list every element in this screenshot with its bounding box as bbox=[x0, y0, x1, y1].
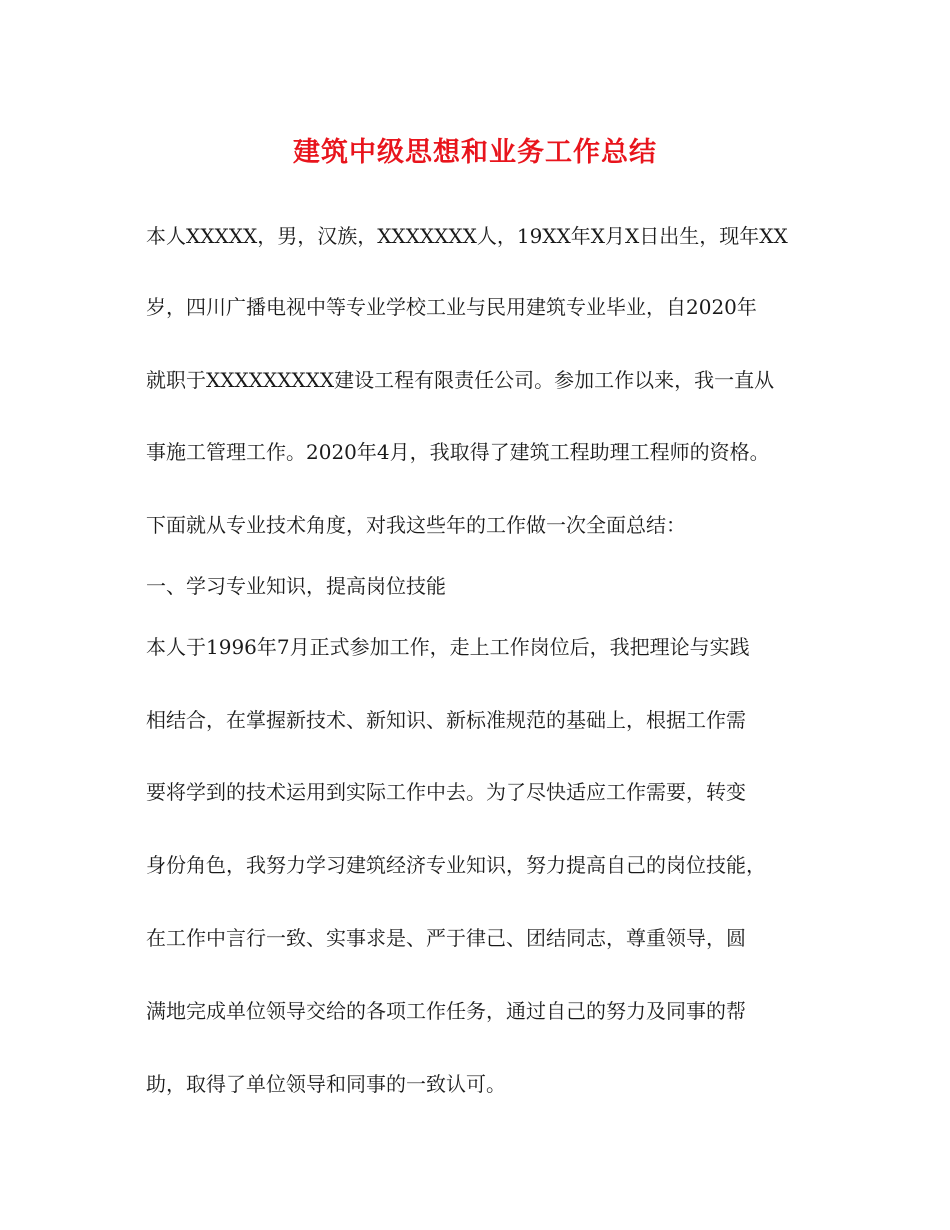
paragraph-line: 本人XXXXX，男，汉族，XXXXXXX人，19XX年X月X日出生，现年XX bbox=[146, 224, 788, 248]
paragraph-line: 身份角色，我努力学习建筑经济专业知识，努力提高自己的岗位技能， bbox=[146, 853, 766, 877]
paragraph-line: 本人于1996年7月正式参加工作，走上工作岗位后，我把理论与实践 bbox=[146, 635, 750, 659]
paragraph-line: 岁，四川广播电视中等专业学校工业与民用建筑专业毕业，自2020年 bbox=[146, 295, 757, 319]
section-heading: 一、学习专业知识，提高岗位技能 bbox=[146, 574, 446, 598]
paragraph-line: 满地完成单位领导交给的各项工作任务，通过自己的努力及同事的帮 bbox=[146, 999, 746, 1023]
paragraph-line: 事施工管理工作。2020年4月，我取得了建筑工程助理工程师的资格。 bbox=[146, 440, 770, 464]
paragraph-line: 在工作中言行一致、实事求是、严于律己、团结同志，尊重领导，圆 bbox=[146, 926, 746, 950]
paragraph-line: 相结合，在掌握新技术、新知识、新标准规范的基础上，根据工作需 bbox=[146, 708, 746, 732]
paragraph-line: 下面就从专业技术角度，对我这些年的工作做一次全面总结： bbox=[146, 513, 686, 537]
document-title: 建筑中级思想和业务工作总结 bbox=[293, 137, 657, 168]
paragraph-line: 助，取得了单位领导和同事的一致认可。 bbox=[146, 1072, 506, 1096]
paragraph-line: 要将学到的技术运用到实际工作中去。为了尽快适应工作需要，转变 bbox=[146, 780, 746, 804]
paragraph-line: 就职于XXXXXXXXX建设工程有限责任公司。参加工作以来，我一直从 bbox=[146, 368, 775, 392]
